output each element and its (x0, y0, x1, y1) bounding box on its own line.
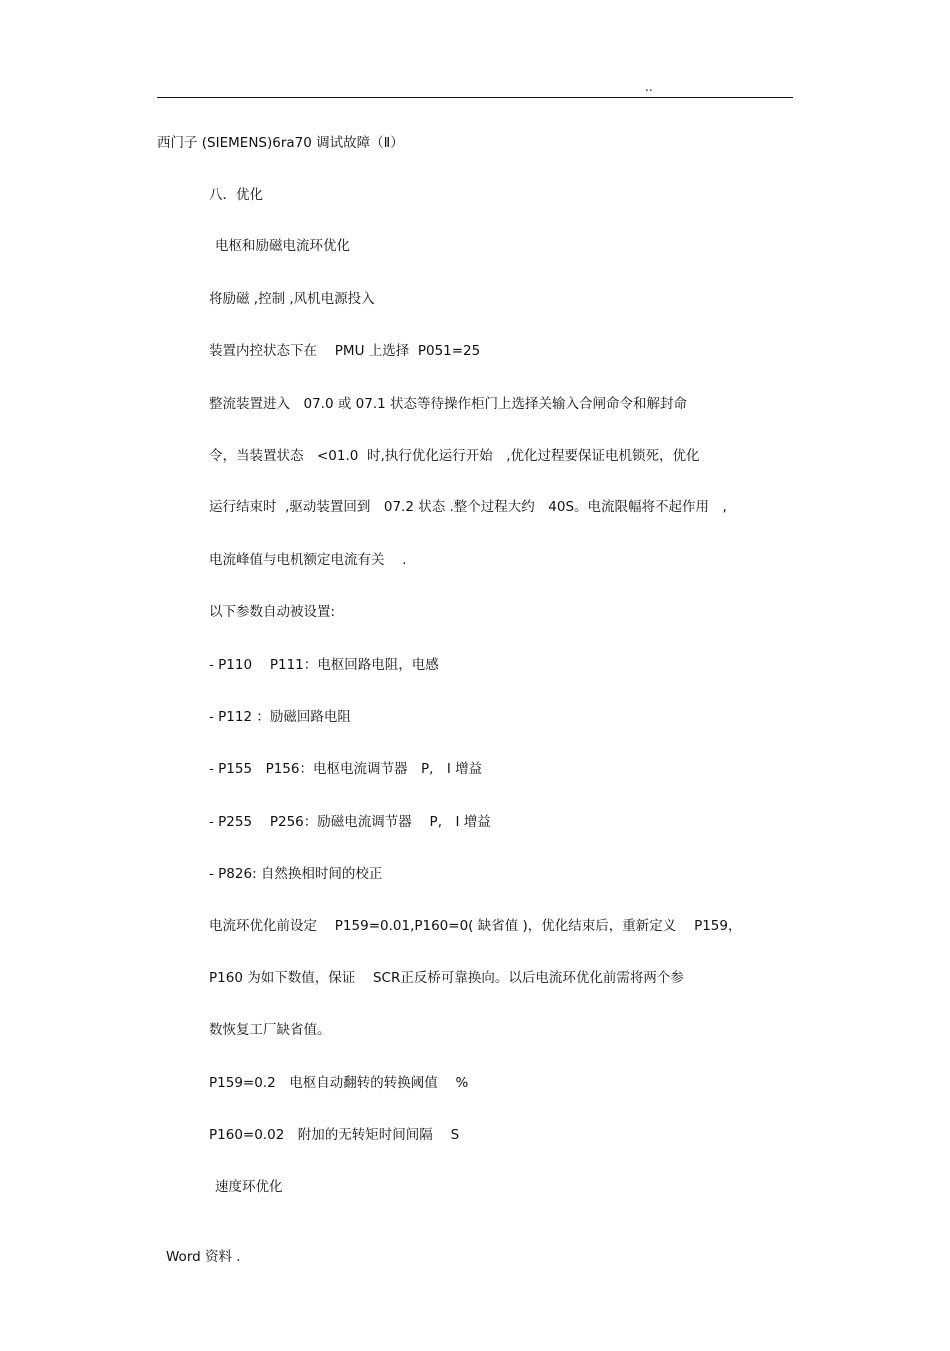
list-item: - P255 P256：励磁电流调节器 P, I 增益 (209, 814, 491, 830)
paragraph-line: P160=0.02 附加的无转矩时间间隔 S (209, 1127, 460, 1143)
paragraph-line: P159=0.2 电枢自动翻转的转换阈值 % (209, 1075, 469, 1091)
paragraph-line: 令，当装置状态 <01.0 时,执行优化运行开始 ,优化过程要保证电机锁死，优化 (209, 448, 700, 464)
list-item: - P110 P111：电枢回路电阻，电感 (209, 657, 439, 673)
header-mark: .. (645, 80, 653, 94)
header-rule (157, 97, 793, 98)
paragraph-line: 运行结束时 ,驱动装置回到 07.2 状态 .整个过程大约 40S。电流限幅将不起作用 , (209, 499, 727, 515)
subsection-heading: 速度环优化 (215, 1179, 283, 1195)
paragraph-line: 将励磁 ,控制 ,风机电源投入 (209, 291, 375, 307)
section-heading: 八．优化 (209, 187, 263, 203)
paragraph-line: 数恢复工厂缺省值。 (209, 1022, 331, 1038)
list-item: - P112 ：励磁回路电阻 (209, 709, 351, 725)
subsection-heading: 电枢和励磁电流环优化 (215, 238, 350, 254)
list-item: - P826: 自然换相时间的校正 (209, 866, 383, 882)
list-item: - P155 P156：电枢电流调节器 P, I 增益 (209, 761, 483, 777)
paragraph-line: 电流峰值与电机额定电流有关 . (209, 552, 407, 568)
paragraph-line: 整流装置进入 07.0 或 07.1 状态等待操作柜门上选择关输入合闸命令和解封命 (209, 396, 687, 412)
footer-text: Word 资料 . (166, 1249, 241, 1265)
paragraph-line: 电流环优化前设定 P159=0.01,P160=0( 缺省值 )，优化结束后，重新定义 P159， (209, 918, 742, 934)
paragraph-line: P160 为如下数值，保证 SCR正反桥可靠换向。以后电流环优化前需将两个参 (209, 970, 684, 986)
document-title: 西门子 (SIEMENS)6ra70 调试故障（Ⅱ） (157, 135, 404, 151)
paragraph-line: 以下参数自动被设置: (209, 604, 336, 620)
paragraph-line: 装置内控状态下在 PMU 上选择 P051=25 (209, 343, 481, 359)
